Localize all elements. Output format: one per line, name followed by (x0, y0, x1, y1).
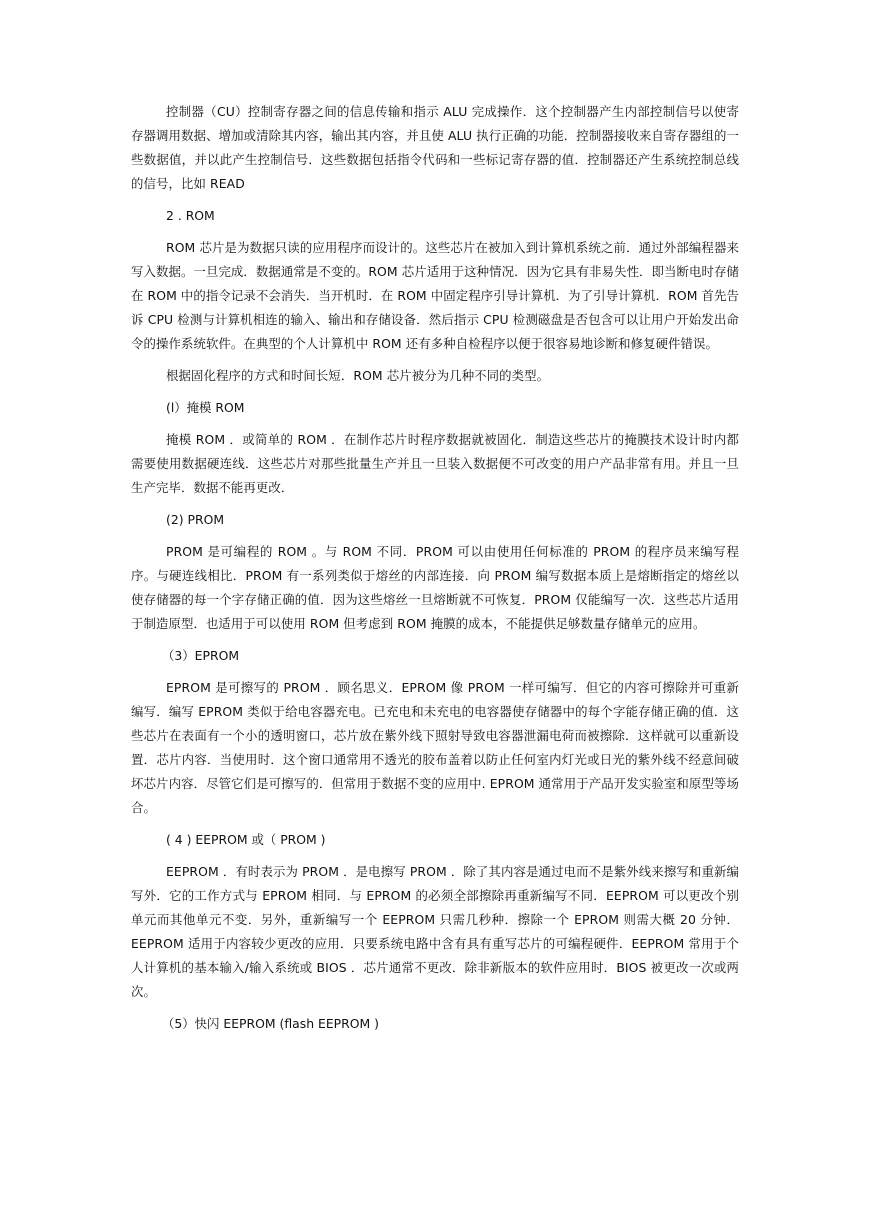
paragraph-control-unit: 控制器（CU）控制寄存器之间的信息传输和指示 ALU 完成操作．这个控制器产生内部控制信号以使寄存器调用数据、增加或清除其内容，输出其内容，并且使 ALU 执行正确的功能．控制器接收来自寄存器组的一些数据值，并以此产生控制信号．这些数据包括指令代码和一些标记寄存器的值．控制器还产生系统控制总线的信号，比如 READ (131, 104, 739, 191)
subheading-eeprom: ( 4 ) EEPROM 或（ PROM ) (166, 832, 326, 847)
paragraph-mask-rom: 掩模 ROM ．或简单的 ROM ．在制作芯片时程序数据就被固化．制造这些芯片的掩膜技术设计时内都需要使用数据硬连线．这些芯片对那些批量生产并且一旦装入数据便不可改变的用户产品非常有用。并且一旦生产完毕．数据不能再更改． (131, 432, 739, 495)
paragraph-rom-types-intro: 根据固化程序的方式和时间长短．ROM 芯片被分为几种不同的类型。 (166, 368, 550, 383)
subheading-mask-rom: (l）掩模 ROM (166, 400, 245, 415)
paragraph-rom-description: ROM 芯片是为数据只读的应用程序而设计的。这些芯片在被加入到计算机系统之前．通过外部编程器来写入数据。一旦完成．数据通常是不变的。ROM 芯片适用于这种情况．因为它具有非易失性．即当断电时存储在 ROM 中的指令记录不会消失．当开机时．在 ROM 中固定程序引导计算机．为了引导计算机．ROM 首先告诉 CPU 检测与计算机相连的输入、输出和存储设备．然后指示 CPU 检测磁盘是否包含可以让用户开始发出命令的操作系统软件。在典型的个人计算机中 ROM 还有多种自检程序以便于很容易地诊断和修复硬件错误。 (131, 240, 739, 351)
subheading-flash-eeprom: （5）快闪 EEPROM (flash EEPROM ) (162, 1016, 379, 1031)
paragraph-eprom: EPROM 是可擦写的 PROM ．顾名思义．EPROM 像 PROM 一样可编写．但它的内容可擦除并可重新编写．编写 EPROM 类似于给电容器充电。已充电和未充电的电容器使存储器中的每个字能存储正确的值．这些芯片在表面有一个小的透明窗口，芯片放在紫外线下照射导致电容器泄漏电荷而被擦除．这样就可以重新设置．芯片内容．当使用时．这个窗口通常用不透光的胶布盖着以防止任何室内灯光或日光的紫外线不经意间破坏芯片内容．尽管它们是可擦写的．但常用于数据不变的应用中. EPROM 通常用于产品开发实验室和原型等场合。 (131, 680, 739, 815)
paragraph-prom: PROM 是可编程的 ROM 。与 ROM 不同．PROM 可以由使用任何标准的 PROM 的程序员来编写程序。与硬连线相比．PROM 有一系列类似于熔丝的内部连接．向 PROM 编写数据本质上是熔断指定的熔丝以使存储器的每一个字存储正确的值．因为这些熔丝一旦熔断就不可恢复．PROM 仅能编写一次．这些芯片适用于制造原型．也适用于可以使用 ROM 但考虑到 ROM 掩膜的成本，不能提供足够数量存储单元的应用。 (131, 544, 739, 631)
subheading-prom: (2) PROM (166, 512, 225, 527)
subheading-eprom: （3）EPROM (162, 648, 240, 663)
document-body (131, 100, 739, 1044)
paragraph-eeprom: EEPROM ．有时表示为 PROM ．是电擦写 PROM ．除了其内容是通过电而不是紫外线来擦写和重新编写外．它的工作方式与 EPROM 相同．与 EPROM 的必须全部擦除再重新编写不同．EEPROM 可以更改个别单元而其他单元不变．另外，重新编写一个 EEPROM 只需几秒种．擦除一个 EPROM 则需大概 20 分钟．EEPROM 适用于内容较少更改的应用．只要系统电路中含有具有重写芯片的可编程硬件．EEPROM 常用于个人计算机的基本输入/输入系统或 BIOS ．芯片通常不更改．除非新版本的软件应用时．BIOS 被更改一次或两次。 (131, 864, 739, 999)
section-heading-rom: 2 . ROM (166, 208, 215, 223)
